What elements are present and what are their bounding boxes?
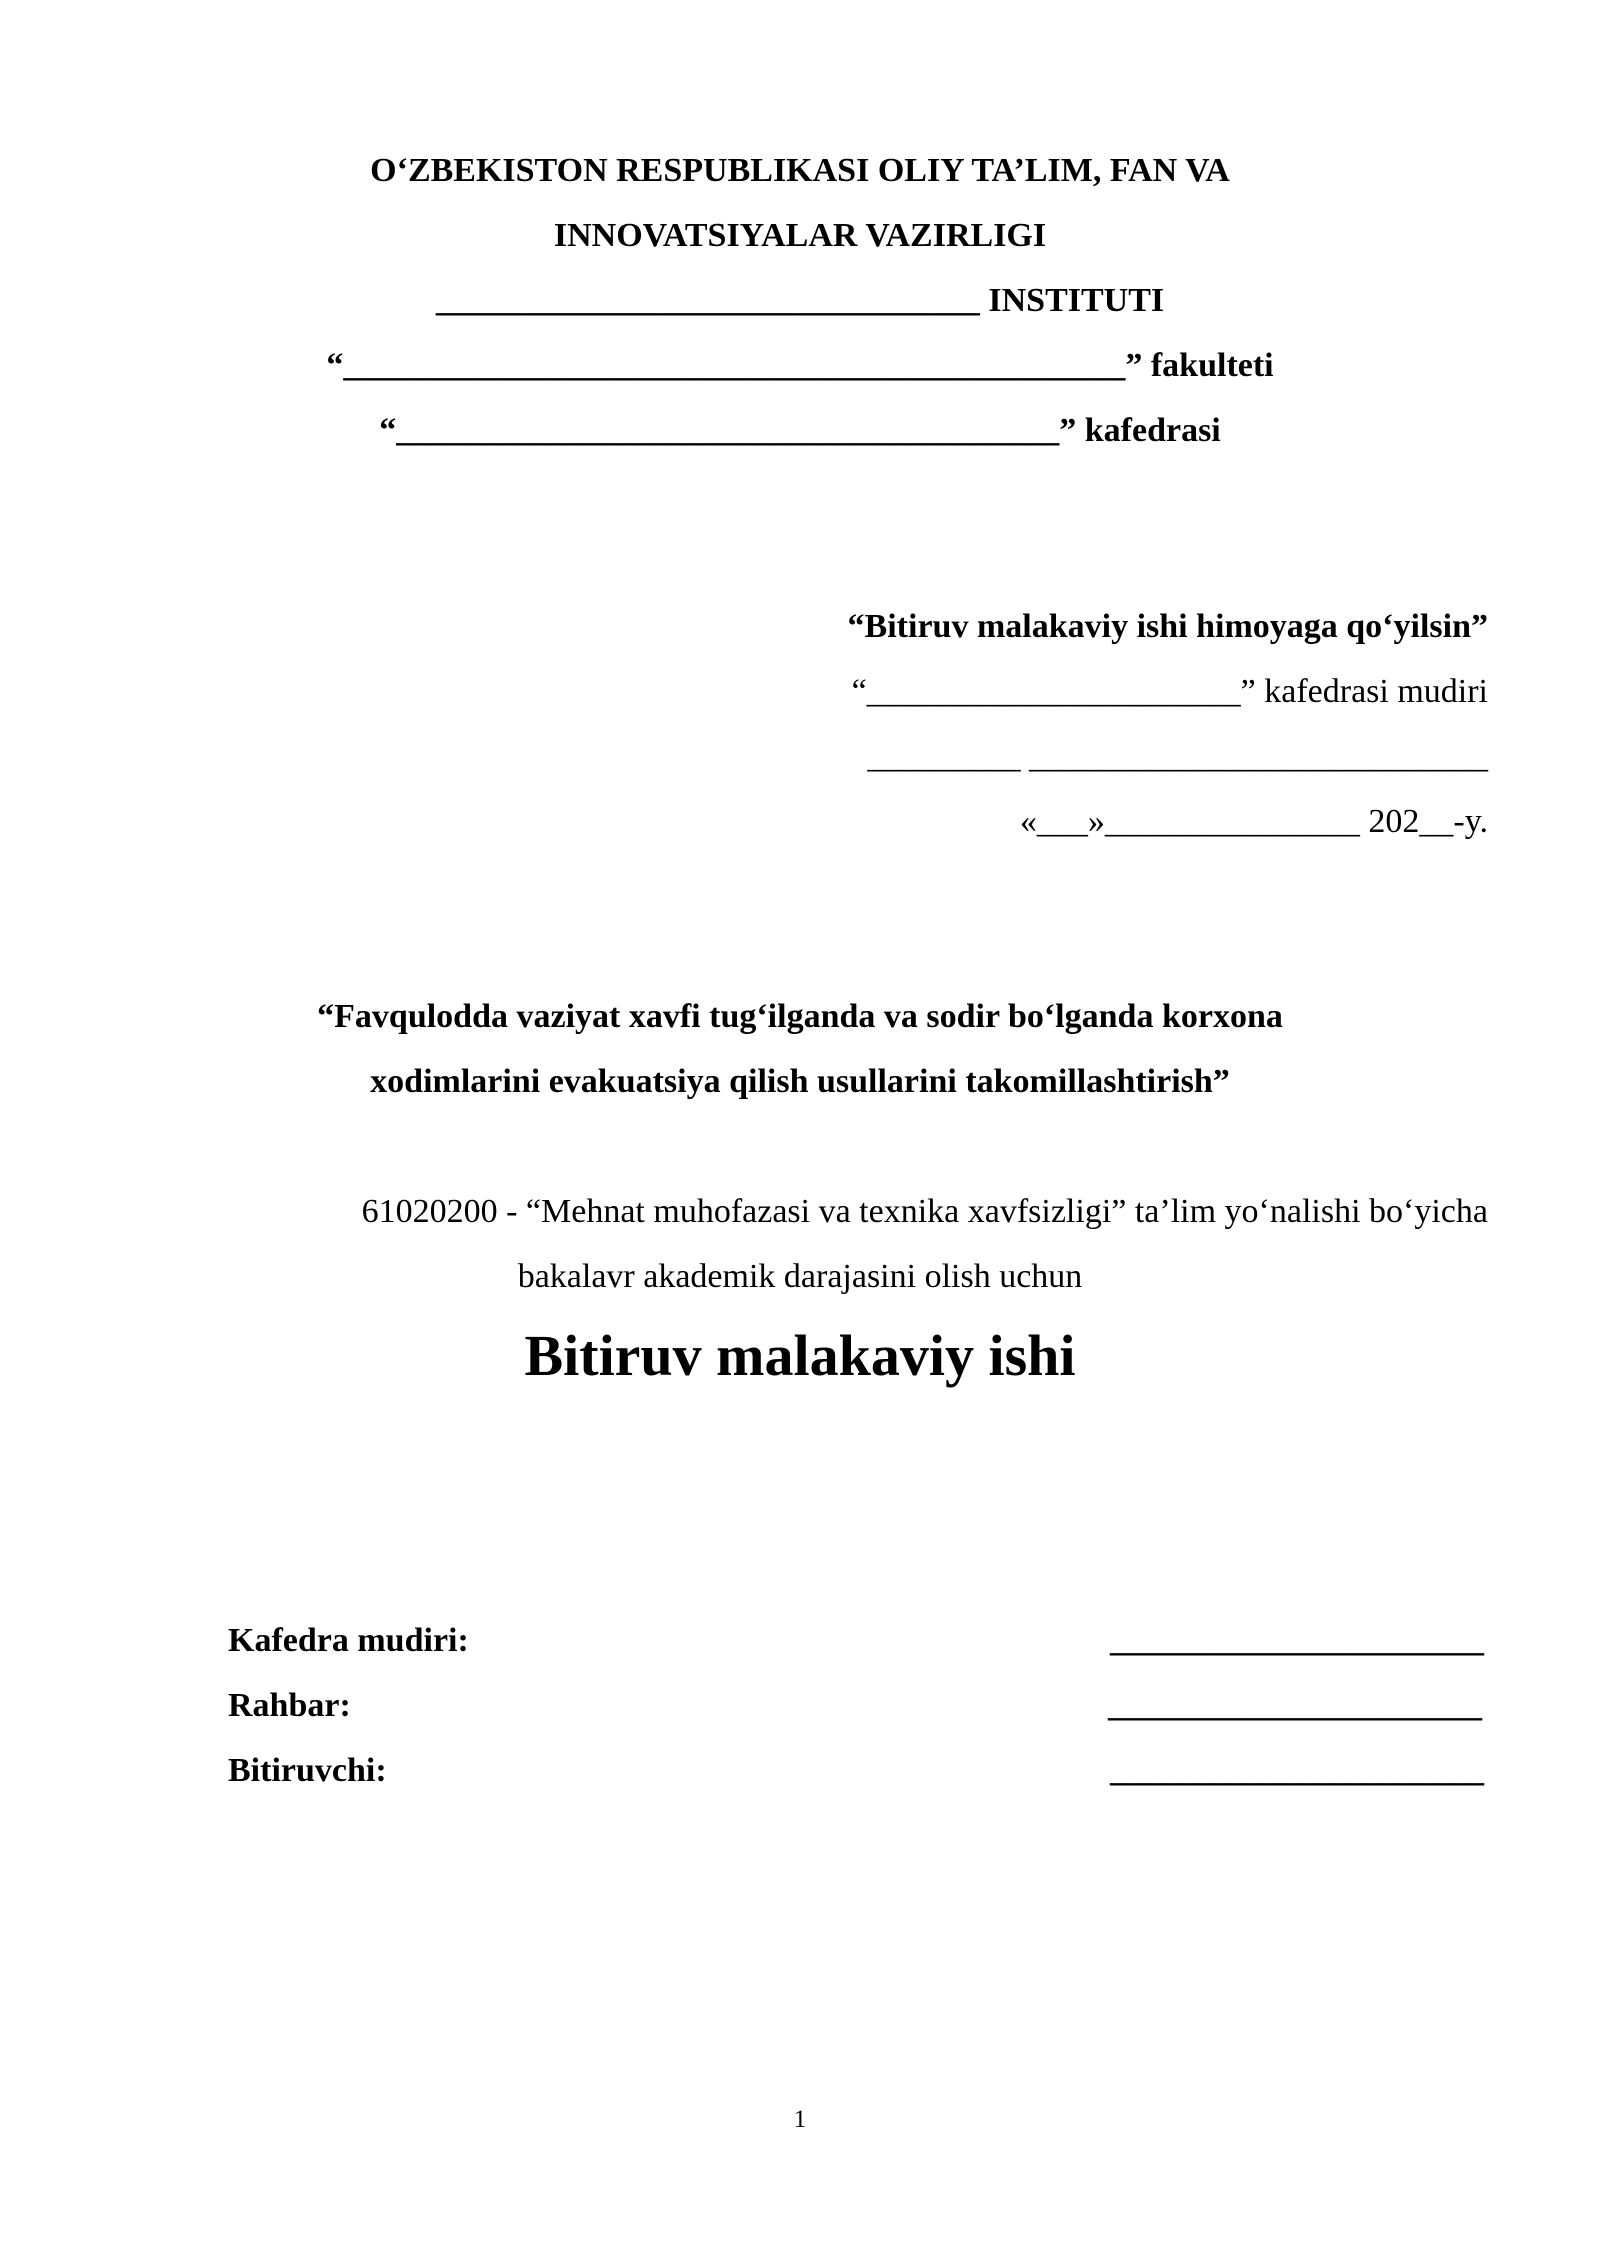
signature-label-supervisor: Rahbar: — [228, 1687, 351, 1724]
approval-signature-line: _________ ___________________________ — [867, 738, 1488, 775]
page-number: 1 — [793, 2106, 807, 2133]
department-line: “_______________________________________” kafedrasi — [379, 412, 1221, 449]
purpose-line-1: 61020200 - “Mehnat muhofazasi va texnika xavfsizligi” ta’lim yo‘nalishi bo‘yicha — [361, 1193, 1488, 1230]
signature-blank-head: ______________________ — [1110, 1622, 1484, 1659]
document-title: Bitiruv malakaviy ishi — [524, 1323, 1076, 1388]
signature-blank-graduate: ______________________ — [1110, 1752, 1484, 1789]
topic-line-1: “Favqulodda vaziyat xavfi tug‘ilganda va sodir bo‘lganda korxona — [317, 998, 1283, 1035]
signature-label-head: Kafedra mudiri: — [228, 1622, 469, 1659]
faculty-line: “______________________________________________” fakulteti — [326, 347, 1274, 384]
topic-line-2: xodimlarini evakuatsiya qilish usullarini takomillashtirish” — [370, 1063, 1230, 1100]
institute-line: ________________________________ INSTITUTI — [435, 282, 1165, 319]
ministry-line-2: INNOVATSIYALAR VAZIRLIGI — [553, 217, 1047, 254]
ministry-line-1: O‘ZBEKISTON RESPUBLIKASI OLIY TA’LIM, FAN VA — [370, 152, 1230, 189]
approval-title: “Bitiruv malakaviy ishi himoyaga qo‘yilsin” — [847, 608, 1488, 645]
signature-blank-supervisor: ______________________ — [1108, 1687, 1482, 1724]
approval-head-line: “______________________” kafedrasi mudiri — [851, 673, 1488, 710]
signature-label-graduate: Bitiruvchi: — [228, 1752, 387, 1789]
approval-date-line: «___»_______________ 202__-y. — [1019, 803, 1488, 840]
purpose-line-2: bakalavr akademik darajasini olish uchun — [517, 1258, 1083, 1295]
